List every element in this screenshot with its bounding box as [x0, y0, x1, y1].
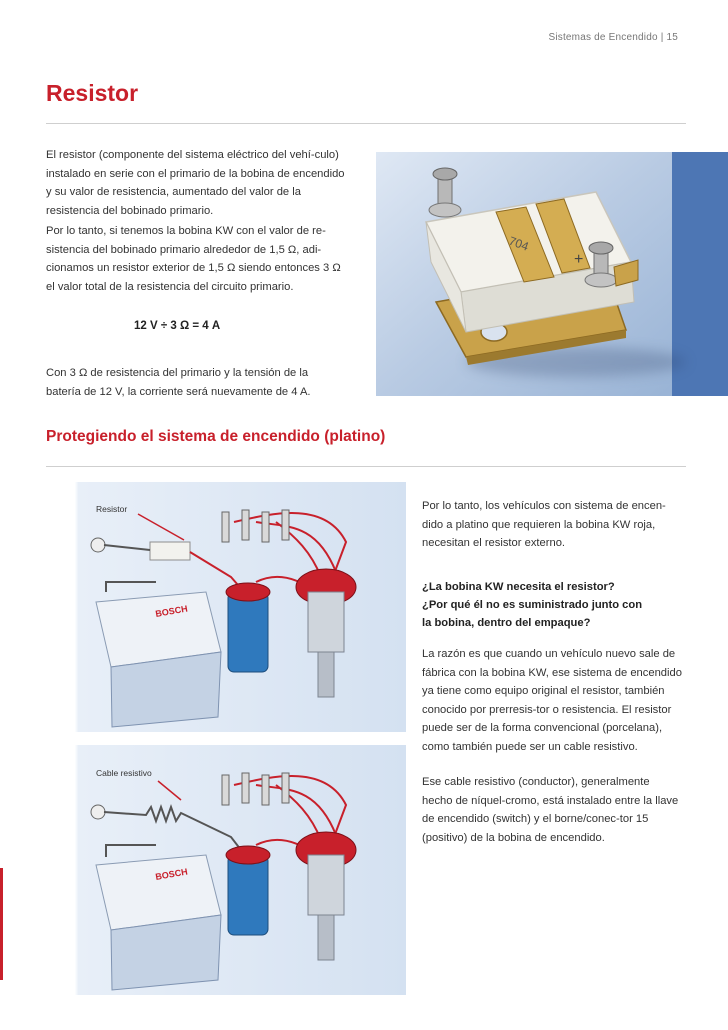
page-title: Resistor	[46, 80, 139, 106]
diagram-drawing	[46, 482, 406, 732]
question-line-2: ¿Por qué él no es suministrado junto con	[422, 599, 643, 611]
current-formula: 12 V ÷ 3 Ω = 4 A	[134, 320, 221, 332]
edge-accent-bar	[0, 868, 3, 980]
resistor-marking: 704	[506, 233, 531, 254]
battery-brand-label: BOSCH	[154, 603, 189, 619]
question-line-1: ¿La bobina KW necesita el resistor?	[422, 581, 615, 593]
right-paragraph-3: Ese cable resistivo (conductor), generalmente hecho de níquel-cromo, está instalado entre la llave de encendido (switch) y el borne/conec-tor 15 (positivo) de la bobina de encendido.	[422, 776, 679, 844]
svg-text:+: +	[574, 251, 584, 268]
right-paragraph-2: La razón es que cuando un vehículo nuevo sale de fábrica con la bobina KW, ese sistema de encendido ya tiene como equipo original el resistor, también conocido por prerresis-tor o resistencia. El resistor puede ser de la forma convencional (porcelana), como también puede ser un cable resistivo.	[422, 648, 682, 753]
diagram-label-cable: Cable resistivo	[96, 768, 152, 778]
resistor-illustration	[376, 152, 676, 396]
title-rule	[46, 123, 686, 124]
question-line-3: la bobina, dentro del empaque?	[422, 617, 591, 629]
right-paragraph-1: Por lo tanto, los vehículos con sistema de encen-dido a platino que requieren la bobina KW roja, necesitan el resistor externo.	[422, 500, 666, 549]
battery-brand-label-2: BOSCH	[154, 866, 189, 882]
current-paragraph: Con 3 Ω de resistencia del primario y la tensión de la batería de 12 V, la corriente será nuevamente de 4 A.	[46, 367, 311, 398]
intro-paragraph: El resistor (componente del sistema eléctrico del vehí-culo) instalado en serie con el primario de la bobina de encendido y su valor de resistencia, aumentado del valor de la resistencia del bobinado primario.	[46, 149, 345, 217]
diagram-label-resistor: Resistor	[96, 504, 128, 514]
ignition-diagram-cable	[46, 745, 406, 995]
page-header: Sistemas de Encendido | 15	[548, 32, 678, 43]
resistance-paragraph: Por lo tanto, si tenemos la bobina KW con el valor de re-sistencia del bobinado primario alrededor de 1,5 Ω, adi-cionamos un resistor exterior de 1,5 Ω siendo entonces 3 Ω el valor total de la resistencia del circuito primario.	[46, 225, 341, 293]
section-title: Protegiendo el sistema de encendido (platino)	[46, 428, 386, 445]
resistor-photo	[376, 152, 728, 396]
ignition-diagram-resistor	[46, 482, 406, 732]
section-rule	[46, 466, 686, 467]
diagram-drawing-cable	[46, 745, 406, 995]
